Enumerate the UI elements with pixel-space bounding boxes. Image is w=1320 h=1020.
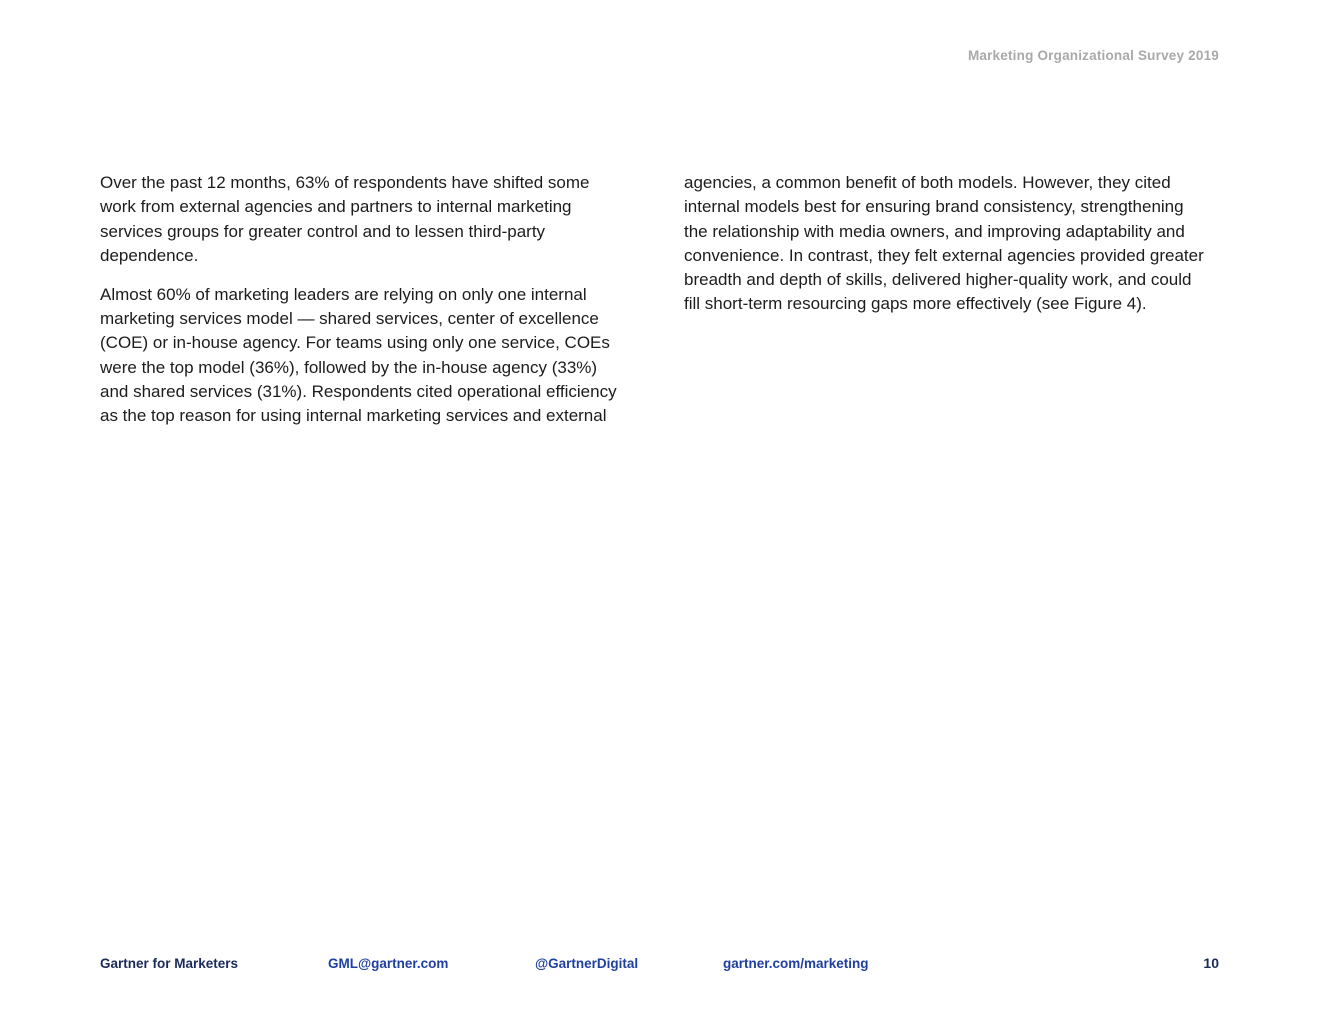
paragraph: agencies, a common benefit of both models. However, they cited internal models best for ensuring brand consistency, strengthening the relationship with media owners, and improving adaptability and convenience. In contrast, they felt external agencies provided greater breadth and depth of skills, delivered higher-quality work, and could fill short-term resourcing gaps more effectively (see Figure 4).: [684, 173, 1204, 314]
footer-email-link[interactable]: GML@gartner.com: [328, 956, 449, 971]
footer-twitter-link[interactable]: @GartnerDigital: [535, 956, 639, 971]
footer-brand: Gartner for Marketers: [100, 956, 239, 971]
footer-website-link[interactable]: gartner.com/marketing: [723, 956, 869, 971]
body-column-right: [684, 171, 1209, 331]
page-footer: [100, 956, 1219, 976]
page-number: 10: [1203, 955, 1219, 971]
body-column-left: [100, 171, 620, 443]
paragraph: Almost 60% of marketing leaders are relying on only one internal marketing services model — shared services, center of excellence (COE) or in-house agency. For teams using only one service, COEs were the top model (36%), followed by the in-house agency (33%) and shared services (31%). Respondents cited operational efficiency as the top reason for using internal marketing services and external: [100, 284, 617, 426]
running-header: Marketing Organizational Survey 2019: [967, 48, 1219, 63]
paragraph: Over the past 12 months, 63% of respondents have shifted some work from external agencies and partners to internal marketing services groups for greater control and to lessen third-party dependence.: [100, 173, 590, 265]
